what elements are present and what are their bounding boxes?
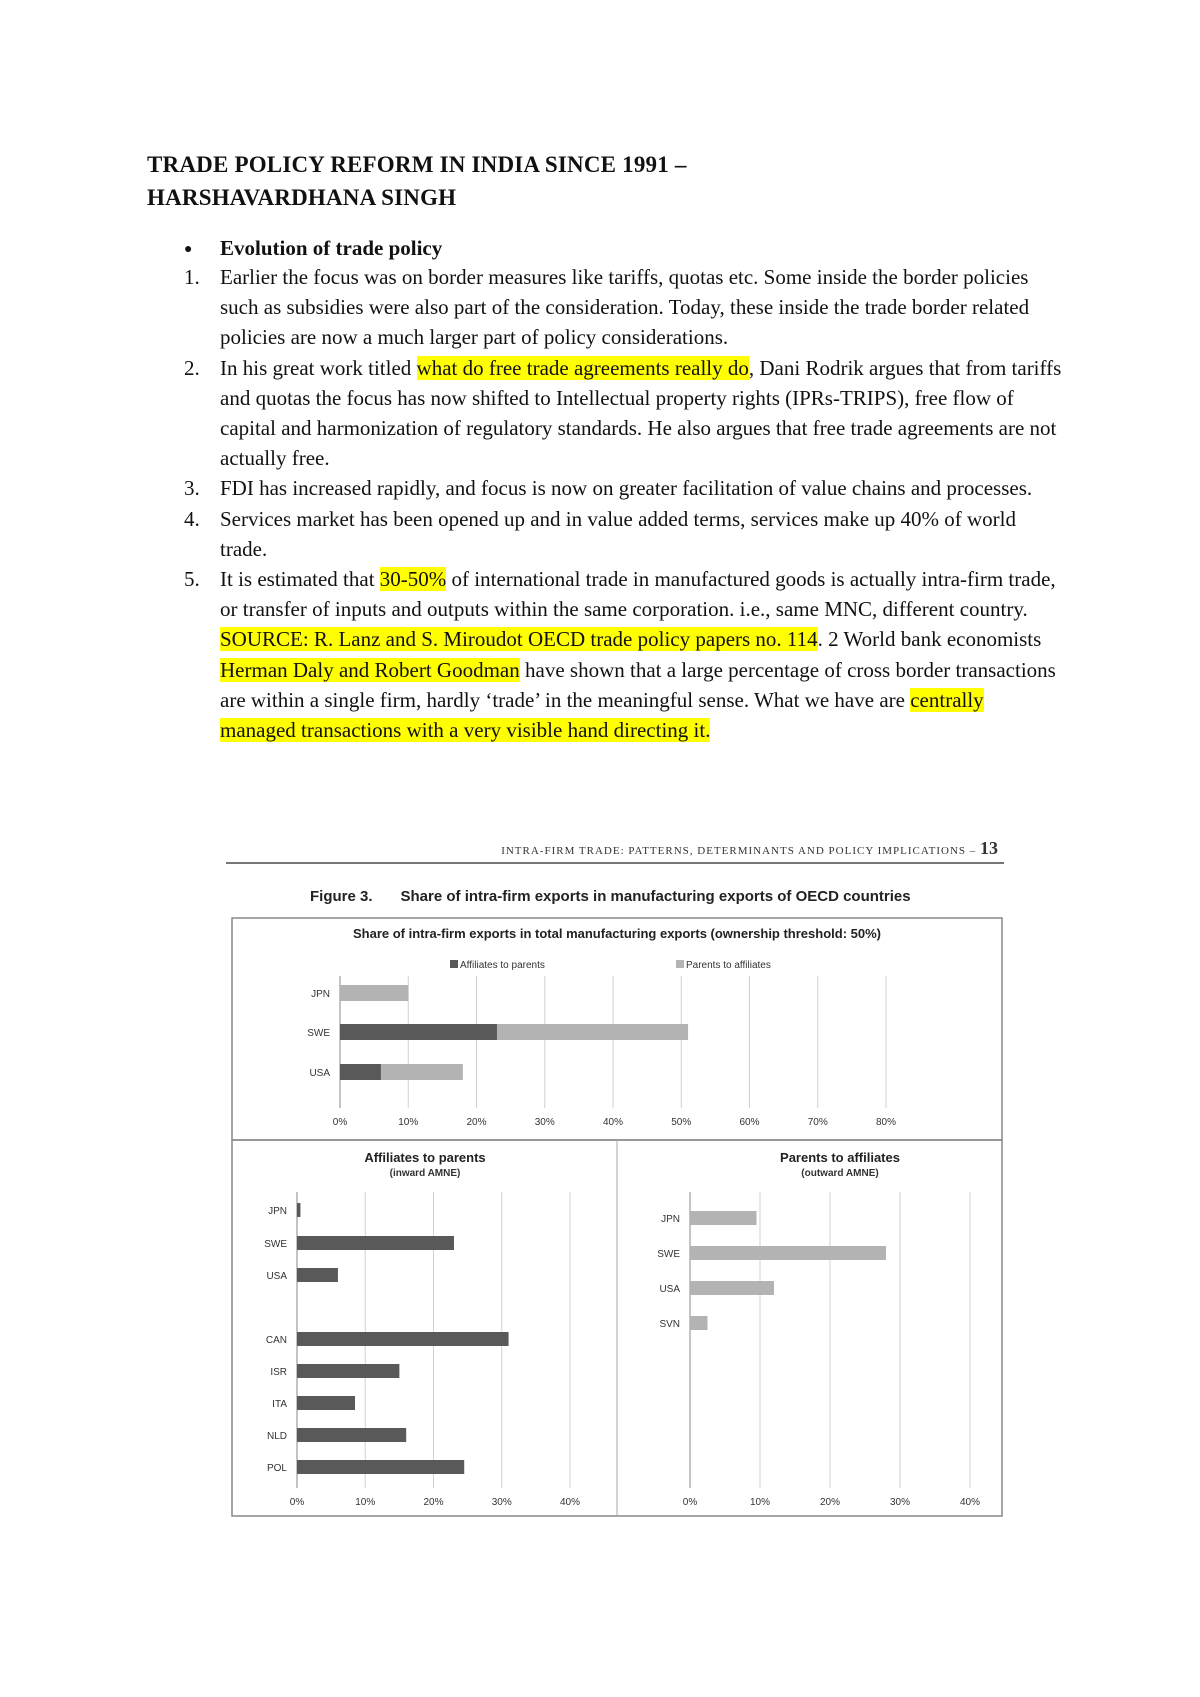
bar-ita (297, 1396, 355, 1410)
title-line-1: TRADE POLICY REFORM IN INDIA SINCE 1991 – (147, 152, 687, 177)
page-title (147, 148, 1067, 214)
y-tick-label: USA (659, 1284, 680, 1295)
list-item-text: . 2 World bank economists (817, 627, 1042, 652)
panel-subtitle: (inward AMNE) (389, 1168, 461, 1179)
y-tick-label: USA (309, 1068, 330, 1079)
y-tick-label: JPN (661, 1214, 680, 1225)
embedded-figure (220, 836, 1010, 1526)
y-tick-label: JPN (268, 1206, 287, 1217)
bar-jpn-parents-to-affiliates (340, 985, 408, 1001)
bar-pol (297, 1460, 464, 1474)
legend-swatch (450, 960, 458, 968)
x-tick-label: 50% (671, 1117, 692, 1128)
y-tick-label: SWE (307, 1028, 330, 1039)
list-item (184, 262, 1064, 353)
x-tick-label: 20% (819, 1497, 841, 1508)
x-tick-label: 10% (398, 1117, 419, 1128)
bar-nld (297, 1428, 406, 1442)
list-item (184, 504, 1064, 564)
y-tick-label: CAN (265, 1335, 287, 1346)
bar-can (297, 1332, 509, 1346)
numbered-list (184, 262, 1064, 745)
y-tick-label: SWE (264, 1239, 287, 1250)
title-line-2: HARSHAVARDHANA SINGH (147, 185, 457, 210)
y-tick-label: POL (266, 1463, 287, 1474)
x-tick-label: 40% (959, 1497, 981, 1508)
list-item-number: 1. (184, 265, 200, 289)
list-item-text: of international trade in manufactured goods is actually intra-firm trade, or transfer of inputs and outputs within the same corporation. i.e., same MNC, different country. (220, 567, 1056, 622)
list-item (184, 353, 1064, 474)
x-tick-label: 30% (889, 1497, 911, 1508)
bar-usa (297, 1268, 338, 1282)
x-tick-label: 0% (289, 1497, 305, 1508)
list-item (184, 473, 1064, 503)
bar-jpn (690, 1211, 757, 1225)
y-tick-label: JPN (311, 989, 330, 1000)
x-tick-label: 0% (332, 1117, 348, 1128)
bar-svn (690, 1316, 708, 1330)
highlighted-text: what do free trade agreements really do (416, 355, 749, 380)
legend-swatch (676, 960, 684, 968)
y-tick-label: USA (266, 1271, 287, 1282)
bar-usa-affiliates-to-parents (340, 1064, 381, 1080)
figure-page-number: 13 (980, 838, 998, 858)
y-tick-label: NLD (266, 1431, 287, 1442)
list-item-number: 2. (184, 355, 200, 380)
x-tick-label: 10% (355, 1497, 376, 1508)
list-item-text: It is estimated that (220, 567, 380, 592)
y-tick-label: ITA (272, 1399, 287, 1410)
highlighted-text: SOURCE: R. Lanz and S. Miroudot OECD trade policy papers no. 114 (220, 627, 818, 652)
bar-jpn (297, 1203, 300, 1217)
x-tick-label: 40% (559, 1497, 581, 1508)
section-heading-text: Evolution of trade policy (220, 236, 443, 260)
x-tick-label: 20% (423, 1497, 444, 1508)
bar-isr (297, 1364, 399, 1378)
figure-charts (220, 836, 1010, 1526)
panel-title: Affiliates to parents (364, 1150, 486, 1165)
x-tick-label: 40% (602, 1117, 624, 1128)
bar-swe-parents-to-affiliates (497, 1024, 688, 1040)
highlighted-text: 30-50% (379, 567, 447, 592)
x-tick-label: 30% (491, 1497, 512, 1508)
panel-subtitle: (outward AMNE) (801, 1168, 879, 1179)
list-item-text: FDI has increased rapidly, and focus is now on greater facilitation of value chains and processes. (220, 476, 1033, 501)
list-item-text: Earlier the focus was on border measures like tariffs, quotas etc. Some inside the border policies such as subsidies were also part of the consideration. Today, these inside the trade border related policies are now a much larger part of policy considerations. (220, 265, 1030, 350)
x-tick-label: 30% (534, 1117, 555, 1128)
list-item-number: 3. (184, 476, 200, 501)
x-tick-label: 60% (739, 1117, 760, 1128)
legend-label: Affiliates to parents (460, 960, 545, 971)
list-item-text: , Dani Rodrik argues that from tariffs and quotas the focus has now shifted to Intellectual property rights (IPRs-TRIPS), free flow of capital and harmonization of regulatory standards. He also argues that free trade agreements are not actually free. (220, 355, 1062, 471)
highlighted-text: Herman Daly and Robert Goodman (220, 657, 520, 682)
figure-caption-label: Figure 3. (310, 888, 373, 905)
panel-title: Parents to affiliates (780, 1150, 900, 1165)
y-tick-label: SVN (659, 1319, 680, 1330)
bullet-icon: ● (184, 242, 193, 258)
figure-caption-text: Share of intra-firm exports in manufacturing exports of OECD countries (400, 888, 911, 905)
highlighted-text: centrally managed transactions with a very visible hand directing it. (220, 687, 984, 743)
bar-usa-parents-to-affiliates (381, 1064, 463, 1080)
list-item-text: Services market has been opened up and in value added terms, services make up 40% of world trade. (220, 506, 1016, 561)
list-item (184, 564, 1064, 745)
bar-swe (690, 1246, 886, 1260)
list-item-number: 5. (184, 567, 200, 592)
y-tick-label: ISR (270, 1367, 287, 1378)
x-tick-label: 70% (807, 1117, 828, 1128)
y-tick-label: SWE (657, 1249, 680, 1260)
list-item-text: have shown that a large percentage of cross border transactions are within a single firm, hardly ‘trade’ in the meaningful sense. What we have are (220, 657, 1056, 712)
chart-title: Share of intra-firm exports in total manufacturing exports (ownership threshold: 50%) (352, 926, 882, 941)
bar-usa (690, 1281, 774, 1295)
x-tick-label: 20% (466, 1117, 487, 1128)
section-heading (184, 234, 442, 264)
legend-label: Parents to affiliates (686, 960, 771, 971)
x-tick-label: 0% (682, 1497, 698, 1508)
x-tick-label: 10% (749, 1497, 771, 1508)
bar-swe (297, 1236, 454, 1250)
running-head-text: INTRA-FIRM TRADE: PATTERNS, DETERMINANTS AND POLICY IMPLICATIONS – (501, 845, 977, 857)
list-item-number: 4. (184, 506, 200, 531)
bar-swe-affiliates-to-parents (340, 1024, 497, 1040)
list-item-text: In his great work titled (220, 355, 417, 380)
x-tick-label: 80% (875, 1117, 897, 1128)
